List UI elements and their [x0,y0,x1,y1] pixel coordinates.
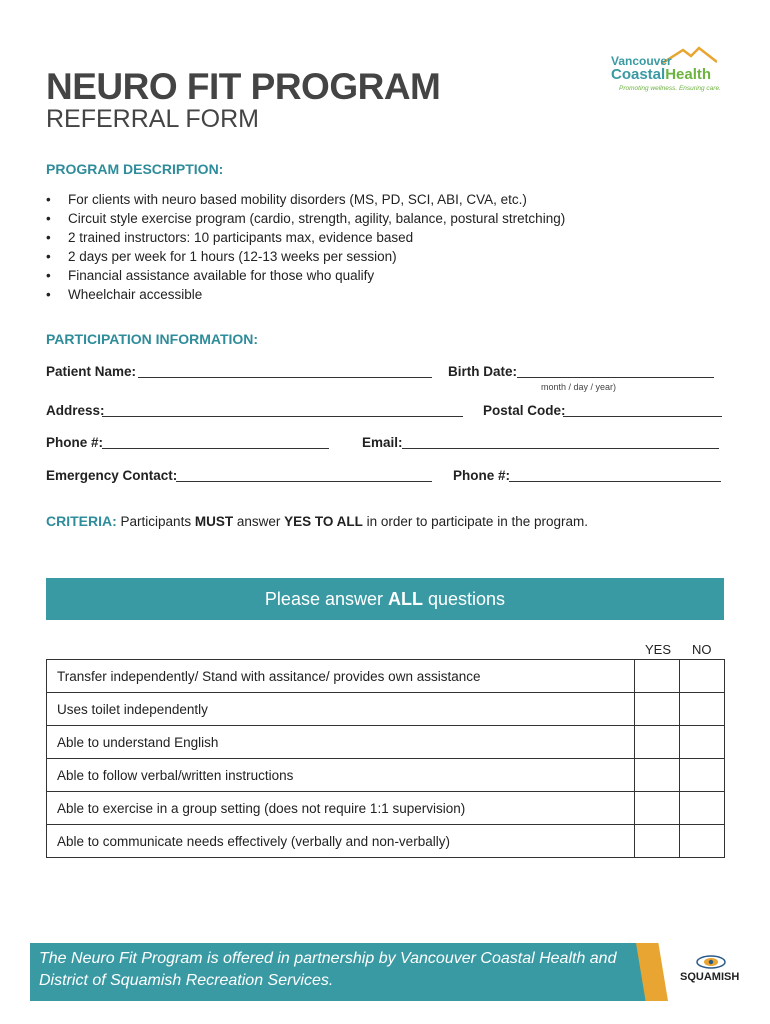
table-row [47,693,725,726]
footer-line-1: The Neuro Fit Program is offered in partnership by Vancouver Coastal Health and [39,950,617,967]
list-item: • 2 days per week for 1 hours (12-13 weeks per session) [46,247,565,266]
no-checkbox[interactable] [680,759,725,792]
program-description-list [46,190,565,304]
page-title: NEURO FIT PROGRAM [46,66,441,107]
emergency-phone-label: Phone #: [453,468,511,483]
logo-coastal: Coastal [611,66,666,83]
question-text: Uses toilet independently [47,693,635,726]
no-column-header: NO [692,642,712,657]
address-label: Address: [46,403,105,418]
phone-label: Phone #: [46,435,104,450]
program-description-heading: PROGRAM DESCRIPTION: [46,161,224,177]
list-item: • Financial assistance available for those who qualify [46,266,565,285]
no-checkbox[interactable] [680,726,725,759]
table-row [47,660,725,693]
footer-line-2: District of Squamish Recreation Services. [39,972,334,989]
page-subtitle: REFERRAL FORM [46,105,259,133]
logo-vancouver: Vancouver [611,54,672,68]
question-text: Able to exercise in a group setting (does not require 1:1 supervision) [47,792,635,825]
list-item: • Circuit style exercise program (cardio, strength, agility, balance, postural stretching) [46,209,565,228]
criteria-statement [46,513,588,529]
table-row [47,726,725,759]
birth-date-field[interactable] [517,377,714,378]
table-row [47,825,725,858]
patient-name-field[interactable] [138,377,432,378]
yes-column-header: YES [645,642,672,657]
yes-checkbox[interactable] [635,825,680,858]
email-field[interactable] [402,448,719,449]
criteria-yes-to-all: YES TO ALL [284,514,363,529]
question-text: Able to follow verbal/written instructions [47,759,635,792]
no-checkbox[interactable] [680,660,725,693]
vch-logo [605,46,725,96]
no-checkbox[interactable] [680,693,725,726]
questions-banner [46,578,724,620]
squamish-logo [676,955,748,989]
question-text: Able to understand English [47,726,635,759]
questions-table [46,659,725,858]
phone-field[interactable] [102,448,329,449]
criteria-text: Participants [116,514,195,529]
question-text: Transfer independently/ Stand with assitance/ provides own assistance [47,660,635,693]
criteria-text: in order to participate in the program. [362,514,588,529]
postal-code-field[interactable] [563,416,722,417]
email-label: Email: [362,435,403,450]
postal-code-label: Postal Code: [483,403,566,418]
yes-checkbox[interactable] [635,726,680,759]
list-item: • 2 trained instructors: 10 participants max, evidence based [46,228,565,247]
table-row [47,759,725,792]
emergency-contact-field[interactable] [176,481,432,482]
yes-checkbox[interactable] [635,759,680,792]
birth-date-hint: month / day / year) [541,382,617,392]
list-item: • For clients with neuro based mobility disorders (MS, PD, SCI, ABI, CVA, etc.) [46,190,565,209]
question-text: Able to communicate needs effectively (verbally and non-verbally) [47,825,635,858]
criteria-must: MUST [194,514,234,529]
patient-name-label: Patient Name: [46,364,137,379]
table-row [47,792,725,825]
banner-all: ALL [388,588,423,609]
yes-checkbox[interactable] [635,792,680,825]
list-item: • Wheelchair accessible [46,285,565,304]
birth-date-label: Birth Date: [448,364,518,379]
participation-heading: PARTICIPATION INFORMATION: [46,331,259,347]
no-checkbox[interactable] [680,792,725,825]
emergency-contact-label: Emergency Contact: [46,468,178,483]
no-checkbox[interactable] [680,825,725,858]
squamish-wordmark: SQUAMISH [680,971,740,983]
logo-coastal-health [611,66,711,83]
banner-post: questions [423,588,506,609]
criteria-text: answer [233,514,285,529]
banner-text [265,589,505,610]
logo-tagline: Promoting wellness. Ensuring care. [619,85,721,92]
yes-checkbox[interactable] [635,660,680,693]
address-field[interactable] [102,416,463,417]
logo-health: Health [665,66,712,83]
yes-checkbox[interactable] [635,693,680,726]
emergency-phone-field[interactable] [509,481,721,482]
banner-pre: Please answer [264,588,388,609]
partnership-footer [30,943,654,1001]
squamish-emblem-icon [696,955,726,969]
criteria-label: CRITERIA: [46,513,117,529]
